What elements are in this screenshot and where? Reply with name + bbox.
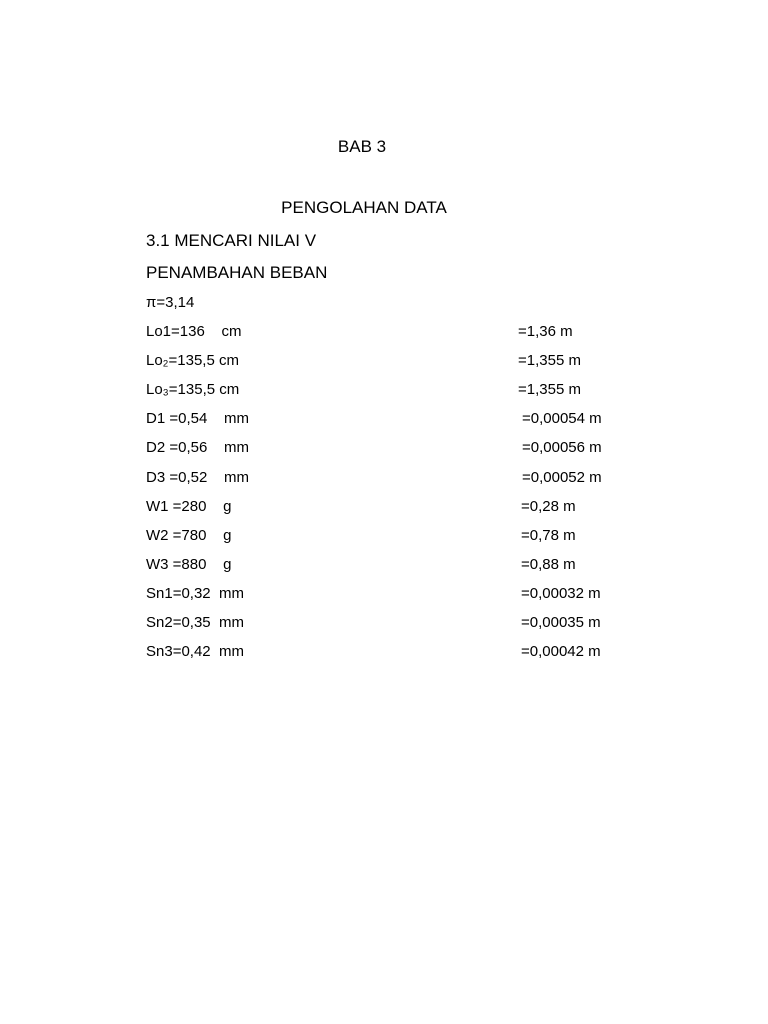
given-value: W1 =280 g — [146, 497, 232, 515]
given-value: Sn1=0,32 mm — [146, 584, 244, 602]
converted-value: =1,36 m — [518, 323, 573, 341]
converted-value: =0,00032 m — [521, 584, 601, 602]
list-item — [146, 380, 626, 409]
converted-value: =1,355 m — [518, 381, 581, 399]
chapter-title: BAB 3 — [337, 137, 387, 156]
converted-value: =0,78 m — [521, 526, 576, 544]
given-value: W2 =780 g — [146, 526, 232, 544]
pi-row — [146, 293, 626, 322]
given-value: Sn2=0,35 mm — [146, 614, 244, 632]
list-item — [146, 526, 626, 555]
list-item — [146, 642, 626, 671]
page-title: PENGOLAHAN DATA — [281, 198, 447, 217]
list-item — [146, 497, 626, 526]
list-item — [146, 438, 626, 467]
given-value: W3 =880 g — [146, 555, 232, 573]
converted-value: =0,00035 m — [521, 614, 601, 632]
converted-value: =0,88 m — [521, 555, 576, 573]
given-value: Sn3=0,42 mm — [146, 643, 244, 661]
given-value: Lo₂=135,5 cm — [146, 352, 239, 370]
given-value: D2 =0,56 mm — [146, 439, 249, 457]
data-list — [146, 293, 626, 671]
converted-value: =0,00052 m — [522, 468, 602, 486]
list-item — [146, 613, 626, 642]
list-item — [146, 584, 626, 613]
given-value: D3 =0,52 mm — [146, 468, 249, 486]
given-value: Lo₃=135,5 cm — [146, 381, 240, 399]
list-item — [146, 351, 626, 380]
given-value: Lo1=136 cm — [146, 323, 242, 341]
list-item — [146, 409, 626, 438]
converted-value: =0,00056 m — [522, 439, 602, 457]
list-item — [146, 555, 626, 584]
section-title: 3.1 MENCARI NILAI V — [146, 231, 317, 250]
list-item — [146, 468, 626, 497]
converted-value: =0,00054 m — [522, 410, 602, 428]
converted-value: =0,28 m — [521, 497, 576, 515]
given-value: D1 =0,54 mm — [146, 410, 249, 428]
pi-value: π=3,14 — [146, 294, 195, 311]
converted-value: =0,00042 m — [521, 643, 601, 661]
converted-value: =1,355 m — [518, 352, 581, 370]
list-item — [146, 322, 626, 351]
subsection-title: PENAMBAHAN BEBAN — [146, 263, 328, 282]
